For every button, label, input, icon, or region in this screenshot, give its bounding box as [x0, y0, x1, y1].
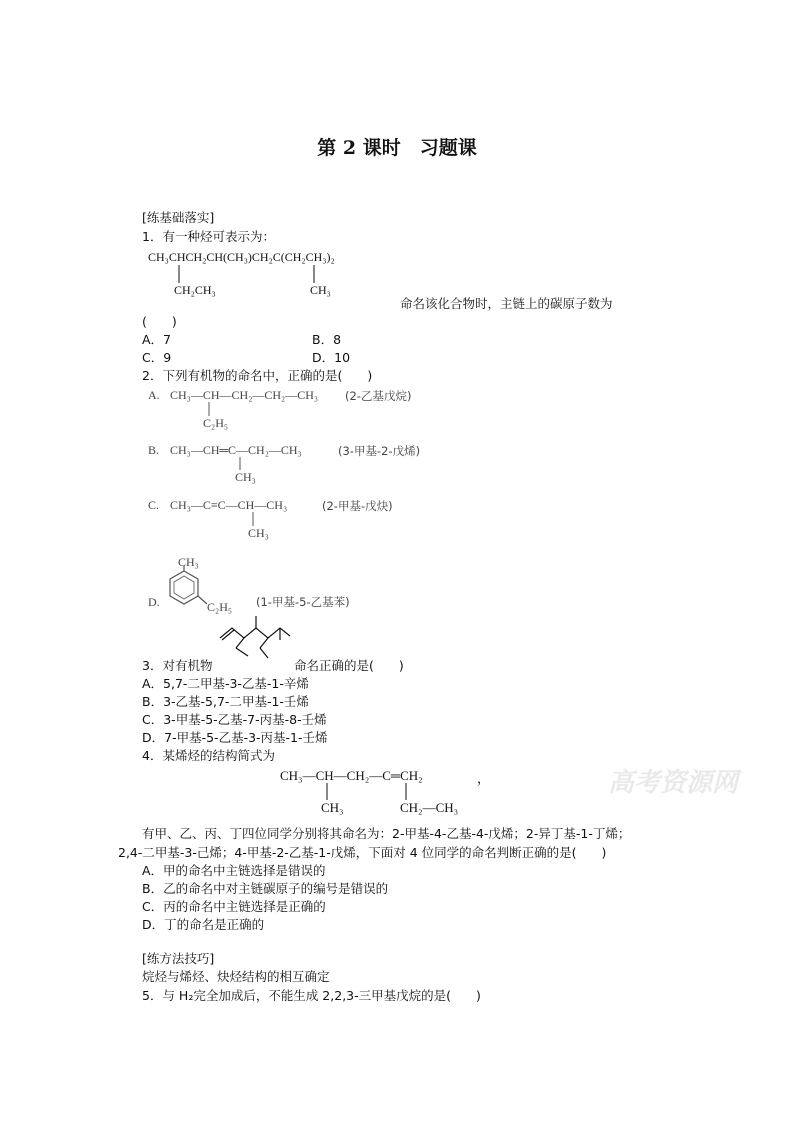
- sub-heading: 烷烃与烯烃、炔烃结构的相互确定: [142, 969, 330, 984]
- q2-a-formula: CH₃—CH—CH₂—CH₂—CH₃: [170, 388, 319, 402]
- q1-prompt: 命名该化合物时，主链上的碳原子数为: [400, 296, 613, 311]
- q3-stem-end: 命名正确的是( ): [294, 658, 404, 673]
- q4-formula-comma: ，: [477, 771, 491, 786]
- q2-a-name: (2-乙基戊烷): [345, 389, 412, 403]
- q1-answer-paren: ( ): [142, 314, 177, 329]
- q4-option-b: B．乙的命名中对主链碳原子的编号是错误的: [142, 881, 389, 896]
- q3-skeletal-structure: [220, 616, 290, 658]
- q2-b-formula: CH₃—CH═C—CH₂—CH₃: [170, 443, 302, 457]
- q2-a-label: A.: [148, 388, 160, 402]
- q4-paragraph-line1: 有甲、乙、丙、丁四位同学分别将其命名为：2-甲基-4-乙基-4-戊烯；2-异丁基-1-丁烯；: [142, 826, 631, 841]
- q5-stem: 5．与 H₂完全加成后，不能生成 2,2,3-三甲基戊烷的是( ): [142, 988, 481, 1003]
- q4-stem: 4．某烯烃的结构简式为: [142, 748, 275, 763]
- q2-c-label: C.: [148, 498, 160, 512]
- section-heading-basic: [练基础落实]: [142, 210, 215, 225]
- q2-b-branch: CH₃: [235, 470, 256, 484]
- q2-c-branch: CH₃: [248, 526, 269, 540]
- benzene-ring: [170, 566, 207, 604]
- watermark: 高考资源网: [608, 768, 739, 798]
- q2-a-branch: C₂H₅: [203, 416, 229, 430]
- q2-c-name: (2-甲基-戊炔): [322, 499, 393, 513]
- section-heading-method: [练方法技巧]: [142, 951, 215, 966]
- q2-c-formula: CH₃—C≡C—CH—CH₃: [170, 498, 288, 512]
- q3-stem-start: 3．对有机物: [142, 658, 213, 673]
- q2-d-label: D.: [148, 595, 160, 609]
- q3-option-d: D．7-甲基-5-乙基-3-丙基-1-壬烯: [142, 730, 328, 745]
- q1-option-b: B．8: [312, 332, 342, 347]
- q2-b-label: B.: [148, 443, 160, 457]
- q1-option-a: A．7: [142, 332, 172, 347]
- q2-b-name: (3-甲基-2-戊烯): [338, 444, 421, 458]
- q4-formula: CH₃—CH—CH₂—C═CH₂: [280, 768, 423, 783]
- q1-option-d: D．10: [312, 350, 351, 365]
- q1-branch-methyl: CH₃: [310, 283, 331, 297]
- q1-stem: 1．有一种烃可表示为：: [142, 229, 275, 244]
- q2-d-name: (1-甲基-5-乙基苯): [256, 595, 350, 609]
- q4-paragraph-line2: 2,4-二甲基-3-己烯；4-甲基-2-乙基-1-戊烯，下面对 4 位同学的命名判断正确的是( ): [118, 845, 607, 860]
- q4-branch-methyl: CH₃: [321, 800, 344, 815]
- q3-option-a: A．5,7-二甲基-3-乙基-1-辛烯: [142, 676, 309, 691]
- q3-option-b: B．3-乙基-5,7-二甲基-1-壬烯: [142, 694, 309, 709]
- q1-formula: CH₃CHCH₂CH(CH₃)CH₂C(CH₂CH₃)₂: [148, 250, 335, 264]
- q4-branch-ethyl: CH₂—CH₃: [400, 800, 459, 815]
- q1-option-c: C．9: [142, 350, 172, 365]
- q4-option-a: A．甲的命名中主链选择是错误的: [142, 863, 326, 878]
- q4-option-d: D．丁的命名是正确的: [142, 917, 265, 932]
- q3-option-c: C．3-甲基-5-乙基-7-丙基-8-壬烯: [142, 712, 327, 727]
- q2-stem: 2．下列有机物的命名中，正确的是( ): [142, 368, 373, 383]
- q2-d-sub-ethyl: C₂H₅: [207, 600, 233, 614]
- q4-option-c: C．丙的命名中主链选择是正确的: [142, 899, 326, 914]
- q2-d-sub-methyl: CH₃: [178, 555, 199, 569]
- q1-branch-ethyl: CH₂CH₃: [174, 283, 216, 297]
- page-title: 第 2 课时 习题课: [317, 137, 477, 159]
